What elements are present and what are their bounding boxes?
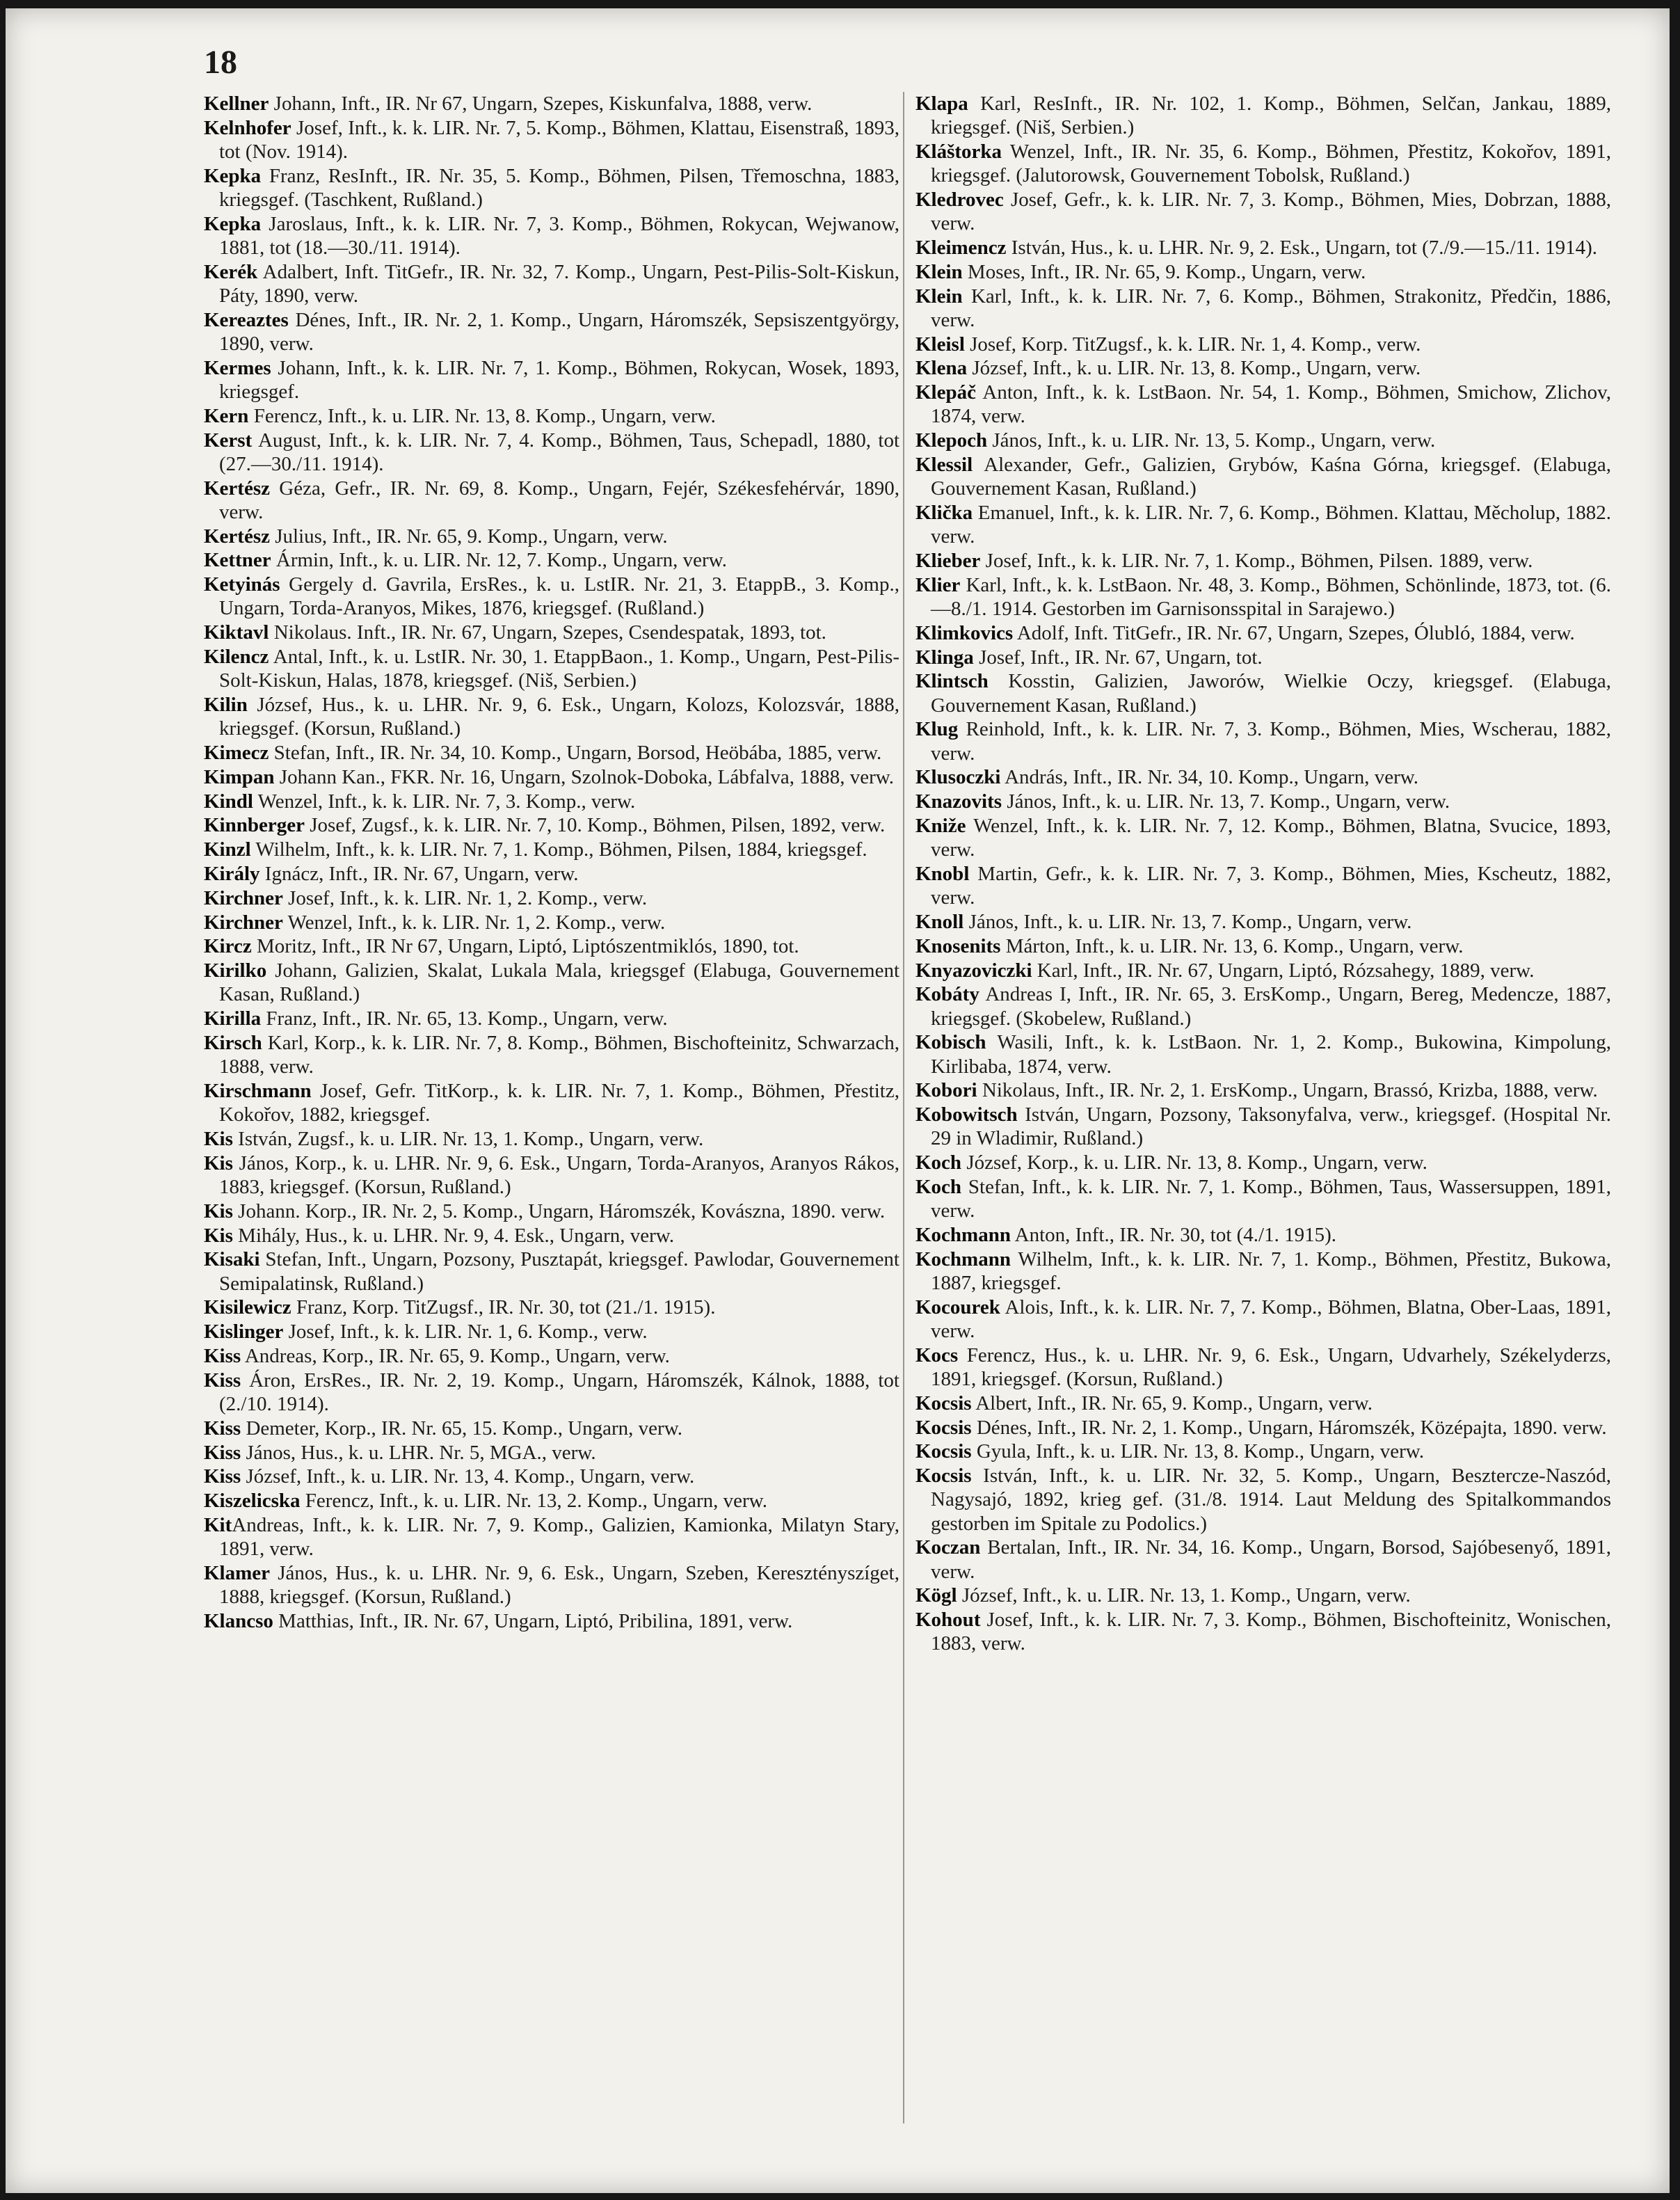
entry-details: Karl, Inft., k. k. LIR. Nr. 7, 6. Komp., Böhmen, Strakonitz, Předčin, 1886, verw.	[931, 285, 1611, 331]
entry-surname: Kiss	[204, 1417, 241, 1440]
entry-details: József, Inft., k. u. LIR. Nr. 13, 1. Komp., Ungarn, verw.	[957, 1584, 1411, 1607]
entry-details: Alois, Inft., k. k. LIR. Nr. 7, 7. Komp., Böhmen, Blatna, Ober-Laas, 1891, verw.	[931, 1296, 1611, 1342]
entry-surname: Kögl	[915, 1584, 957, 1607]
register-entry	[204, 790, 899, 813]
entry-surname: Klintsch	[915, 670, 989, 693]
register-entry	[204, 429, 899, 476]
register-entry	[204, 886, 899, 910]
entry-surname: Klepoch	[915, 429, 988, 452]
entry-surname: Kit	[204, 1513, 232, 1536]
scanned-page	[6, 8, 1670, 2193]
entry-details: József, Korp., k. u. LIR. Nr. 13, 8. Komp., Ungarn, verw.	[961, 1151, 1427, 1174]
entry-details: Ignácz, Inft., IR. Nr. 67, Ungarn, verw.	[259, 862, 579, 885]
register-entry	[204, 934, 899, 958]
entry-details: Josef, Inft., k. k. LIR. Nr. 7, 5. Komp., Böhmen, Klattau, Eisenstraß, 1893, tot (Nov. 1914).	[219, 116, 899, 163]
register-entry	[915, 621, 1611, 645]
entry-surname: Knyazoviczki	[915, 959, 1032, 982]
entry-details: Anton, Inft., IR. Nr. 30, tot (4./1. 1915).	[1010, 1223, 1336, 1246]
register-entry	[915, 1175, 1611, 1222]
entry-surname: Kirschmann	[204, 1079, 312, 1102]
register-entry	[204, 404, 899, 428]
register-entry	[915, 573, 1611, 621]
register-entry	[915, 549, 1611, 573]
register-entry	[204, 1248, 899, 1295]
entry-surname: Kertész	[204, 477, 270, 500]
entry-surname: Kisaki	[204, 1248, 260, 1271]
entry-surname: Kertész	[204, 525, 270, 548]
entry-details: Demeter, Korp., IR. Nr. 65, 15. Komp., Ungarn, verw.	[241, 1417, 683, 1440]
entry-details: Mihály, Hus., k. u. LHR. Nr. 9, 4. Esk., Ungarn, verw.	[232, 1224, 675, 1247]
register-entry	[915, 1030, 1611, 1078]
entry-details: Wilhelm, Inft., k. k. LIR. Nr. 7, 1. Komp., Böhmen, Přestitz, Bukowa, 1887, kriegsgef.	[931, 1248, 1611, 1294]
register-entry	[204, 1031, 899, 1078]
entry-details: Jaroslaus, Inft., k. k. LIR. Nr. 7, 3. Komp., Böhmen, Rokycan, Wejwanow, 1881, tot (18.—30./11. 1914).	[219, 212, 899, 259]
register-entry	[204, 911, 899, 934]
entry-surname: Klancso	[204, 1609, 273, 1632]
entry-surname: Kleisl	[915, 333, 965, 356]
right-column	[915, 92, 1611, 1656]
entry-details: János, Inft., k. u. LIR. Nr. 13, 5. Komp., Ungarn, verw.	[987, 429, 1436, 452]
register-entry	[915, 790, 1611, 813]
register-entry	[915, 1078, 1611, 1102]
entry-details: Josef, Gefr. TitKorp., k. k. LIR. Nr. 7, 1. Komp., Böhmen, Přestitz, Kokořov, 1882, kriegsgef.	[219, 1079, 899, 1126]
register-entry	[915, 814, 1611, 861]
register-entry	[915, 356, 1611, 380]
entry-surname: Klena	[915, 357, 968, 380]
entry-details: István, Inft., k. u. LIR. Nr. 32, 5. Komp., Ungarn, Beszterczе-Naszód, Nagysajó, 1892, krieg gef. (31./8. 1914. Laut Meldung des Spitalkommandos gestorben im Spitale zu Podolics.)	[931, 1465, 1611, 1535]
entry-details: Wenzel, Inft., IR. Nr. 35, 6. Komp., Böhmen, Přestitz, Kokořov, 1891, kriegsgef. (Jalutorowsk, Gouvernement Tobolsk, Rußland.)	[931, 141, 1611, 187]
register-entry	[204, 1224, 899, 1248]
register-entry	[204, 621, 899, 644]
entry-details: Adolf, Inft. TitGefr., IR. Nr. 67, Ungarn, Szepes, Ólubló, 1884, verw.	[1013, 621, 1575, 644]
entry-surname: Kirilla	[204, 1007, 262, 1030]
entry-surname: Klusoczki	[915, 766, 1001, 789]
entry-surname: Kis	[204, 1151, 233, 1174]
entry-surname: Kermes	[204, 356, 271, 379]
register-entry	[204, 1609, 899, 1633]
entry-surname: Klein	[915, 260, 963, 283]
entry-surname: Kimpan	[204, 765, 275, 788]
entry-details: Kosstin, Galizien, Jaworów, Wielkie Oczy, kriegsgef. (Elabuga, Gouvernement Kasan, Rußland.)	[931, 670, 1611, 717]
entry-surname: Király	[204, 862, 260, 885]
entry-details: Wasili, Inft., k. k. LstBaon. Nr. 1, 2. Komp., Bukowina, Kimpolung, Kirlibaba, 1874, verw.	[931, 1031, 1611, 1078]
entry-surname: Kis	[204, 1224, 233, 1247]
register-entry	[204, 212, 899, 260]
entry-details: Karl, Inft., k. k. LstBaon. Nr. 48, 3. Komp., Böhmen, Schönlinde, 1873, tot. (6.—8./1. 1914. Gestorben im Garnisonsspital in Sarajewo.)	[931, 573, 1611, 620]
entry-details: János, Inft., k. u. LIR. Nr. 13, 7. Komp., Ungarn, verw.	[963, 910, 1412, 933]
entry-surname: Klamer	[204, 1561, 271, 1584]
register-entry	[204, 1007, 899, 1030]
register-entry	[204, 1079, 899, 1126]
entry-surname: Kocsis	[915, 1416, 972, 1439]
entry-surname: Kohout	[915, 1609, 981, 1632]
entry-surname: Klieber	[915, 549, 981, 572]
entry-surname: Knosenits	[915, 934, 1001, 957]
entry-surname: Kobisch	[915, 1031, 986, 1054]
entry-details: Matthias, Inft., IR. Nr. 67, Ungarn, Liptó, Pribilina, 1891, verw.	[273, 1609, 793, 1632]
register-entry	[204, 1320, 899, 1344]
entry-surname: Kelnhofer	[204, 116, 291, 139]
entry-surname: Koch	[915, 1175, 962, 1198]
register-entry	[915, 429, 1611, 452]
entry-details: András, Inft., IR. Nr. 34, 10. Komp., Ungarn, verw.	[1000, 766, 1419, 789]
register-entry	[915, 982, 1611, 1030]
register-entry	[204, 525, 899, 548]
register-entry	[915, 1151, 1611, 1174]
entry-details: Ferencz, Inft., k. u. LIR. Nr. 13, 2. Komp., Ungarn, verw.	[300, 1490, 767, 1513]
entry-details: Moritz, Inft., IR Nr 67, Ungarn, Liptó, Liptószentmiklós, 1890, tot.	[251, 935, 799, 958]
register-entry	[915, 260, 1611, 284]
entry-surname: Kellner	[204, 93, 269, 115]
entry-surname: Kochmann	[915, 1223, 1011, 1246]
entry-surname: Kislinger	[204, 1321, 284, 1344]
register-entry	[915, 1223, 1611, 1247]
entry-surname: Kobowitsch	[915, 1103, 1018, 1126]
register-entry	[915, 381, 1611, 428]
entry-surname: Kirilko	[204, 959, 267, 982]
entry-details: Johann, Inft., k. k. LIR. Nr. 7, 1. Komp., Böhmen, Rokycan, Wosek, 1893, kriegsgef.	[219, 356, 899, 403]
entry-surname: Kiss	[204, 1369, 241, 1392]
entry-surname: Knoll	[915, 910, 964, 933]
register-entry	[915, 1440, 1611, 1463]
entry-surname: Klepáč	[915, 381, 976, 404]
entry-surname: Knobl	[915, 862, 970, 885]
entry-details: Franz, Korp. TitZugsf., IR. Nr. 30, tot (21./1. 1915).	[291, 1296, 716, 1319]
entry-surname: Kleimencz	[915, 237, 1007, 259]
entry-surname: Kinzl	[204, 838, 251, 861]
entry-surname: Kinnberger	[204, 814, 305, 837]
entry-details: Ferencz, Inft., k. u. LIR. Nr. 13, 8. Komp., Ungarn, verw.	[248, 404, 716, 427]
entry-details: Wilhelm, Inft., k. k. LIR. Nr. 7, 1. Komp., Böhmen, Pilsen, 1884, kriegsgef.	[250, 838, 867, 861]
register-entry	[204, 1199, 899, 1223]
entry-surname: Kerék	[204, 260, 258, 283]
entry-surname: Ketyinás	[204, 573, 280, 596]
entry-surname: Kilencz	[204, 645, 269, 668]
entry-details: Stefan, Inft., IR. Nr. 34, 10. Komp., Ungarn, Borsod, Heöbába, 1885, verw.	[269, 741, 882, 764]
register-entry	[204, 813, 899, 837]
register-entry	[915, 646, 1611, 669]
register-entry	[915, 188, 1611, 235]
entry-details: Martin, Gefr., k. k. LIR. Nr. 7, 3. Komp., Böhmen, Mies, Kscheutz, 1882, verw.	[931, 862, 1611, 909]
register-entry	[204, 1369, 899, 1416]
entry-surname: Kobori	[915, 1079, 977, 1102]
entry-details: Anton, Inft., k. k. LstBaon. Nr. 54, 1. Komp., Böhmen, Smichow, Zlichov, 1874, verw.	[931, 381, 1611, 428]
register-entry	[204, 164, 899, 212]
register-entry	[915, 1416, 1611, 1440]
register-entry	[915, 1392, 1611, 1415]
entry-surname: Kocsis	[915, 1392, 972, 1414]
entry-details: Johann, Inft., IR. Nr 67, Ungarn, Szepes, Kiskunfalva, 1888, verw.	[269, 93, 813, 115]
register-entry	[915, 1536, 1611, 1583]
entry-surname: Kindl	[204, 790, 253, 813]
entry-details: János, Hus., k. u. LHR. Nr. 9, 6. Esk., Ungarn, Szeben, Keresztényszíget, 1888, kriegsgef. (Korsun, Rußland.)	[219, 1561, 899, 1609]
entry-details: Franz, Inft., IR. Nr. 65, 13. Komp., Ungarn, verw.	[261, 1007, 668, 1030]
entry-details: Ármin, Inft., k. u. LIR. Nr. 12, 7. Komp., Ungarn, verw.	[271, 549, 727, 572]
entry-details: Josef, Inft., IR. Nr. 67, Ungarn, tot.	[973, 646, 1263, 669]
entry-surname: Kiszelicska	[204, 1490, 301, 1513]
entry-details: István, Zugsf., k. u. LIR. Nr. 13, 1. Komp., Ungarn, verw.	[232, 1127, 704, 1150]
entry-surname: Kirsch	[204, 1031, 262, 1054]
column-divider	[903, 92, 904, 2123]
page-number: 18	[204, 44, 237, 81]
entry-surname: Kepka	[204, 212, 262, 235]
entry-details: August, Inft., k. k. LIR. Nr. 7, 4. Komp., Böhmen, Taus, Schepadl, 1880, tot (27.—30./11. 1914).	[219, 429, 899, 475]
entry-details: Emanuel, Inft., k. k. LIR. Nr. 7, 6. Komp., Böhmen. Klattau, Měcholup, 1882. verw.	[931, 501, 1611, 548]
entry-details: János, Korp., k. u. LHR. Nr. 9, 6. Esk., Ungarn, Torda-Aranyos, Aranyos Rákos, 1883, kriegsgef. (Korsun, Rußland.)	[219, 1151, 899, 1198]
entry-details: Antal, Inft., k. u. LstIR. Nr. 30, 1. EtappBaon., 1. Komp., Ungarn, Pest-Pilis-Solt-Kiskun, Halas, 1878, kriegsgef. (Niš, Serbien.)	[219, 645, 899, 692]
register-entry	[204, 548, 899, 572]
register-entry	[204, 1296, 899, 1319]
entry-details: István, Hus., k. u. LHR. Nr. 9, 2. Esk., Ungarn, tot (7./9.—15./11. 1914).	[1006, 237, 1597, 259]
entry-details: Wenzel, Inft., k. k. LIR. Nr. 7, 3. Komp., verw.	[253, 790, 636, 813]
register-entry	[204, 1489, 899, 1513]
entry-details: József, Inft., k. u. LIR. Nr. 13, 4. Komp., Ungarn, verw.	[241, 1465, 695, 1488]
entry-surname: Kláštorka	[915, 141, 1002, 163]
entry-details: Johann Kan., FKR. Nr. 16, Ungarn, Szolnok-Doboka, Lábfalva, 1888, verw.	[274, 765, 895, 788]
entry-surname: Kircz	[204, 935, 252, 958]
register-entry	[204, 959, 899, 1006]
entry-surname: Kocourek	[915, 1296, 1000, 1318]
register-entry	[915, 453, 1611, 500]
entry-details: Wenzel, Inft., k. k. LIR. Nr. 7, 12. Komp., Böhmen, Blatna, Svucice, 1893, verw.	[931, 814, 1611, 861]
entry-surname: Klimkovics	[915, 621, 1014, 644]
entry-surname: Koch	[915, 1151, 962, 1174]
entry-details: Andreas, Inft., k. k. LIR. Nr. 7, 9. Komp., Galizien, Kamionka, Milatyn Stary, 1891, verw.	[219, 1513, 899, 1561]
entry-surname: Kirchner	[204, 886, 283, 909]
entry-surname: Kochmann	[915, 1248, 1011, 1270]
register-entry	[915, 1296, 1611, 1343]
entry-surname: Klein	[915, 285, 963, 308]
register-entry	[915, 333, 1611, 356]
entry-details: Nikolaus, Inft., IR. Nr. 2, 1. ErsKomp., Ungarn, Brassó, Krizba, 1888, verw.	[977, 1079, 1598, 1102]
entry-surname: Kirchner	[204, 911, 283, 934]
register-entry	[204, 116, 899, 164]
entry-surname: Kimecz	[204, 741, 269, 764]
entry-surname: Kiss	[204, 1465, 241, 1488]
register-entry	[204, 356, 899, 404]
register-entry	[204, 838, 899, 861]
entry-details: Gyula, Inft., k. u. LIR. Nr. 13, 8. Komp., Ungarn, verw.	[971, 1440, 1425, 1463]
register-entry	[204, 1513, 899, 1561]
entry-surname: Kereaztes	[204, 308, 289, 331]
entry-details: Ferencz, Hus., k. u. LHR. Nr. 9, 6. Esk., Ungarn, Udvarhely, Székelyderzs, 1891, kriegsgef. (Korsun, Rußland.)	[931, 1344, 1611, 1390]
entry-details: Josef, Gefr., k. k. LIR. Nr. 7, 3. Komp., Böhmen, Mies, Dobrzan, 1888, verw.	[931, 189, 1611, 235]
register-entry	[204, 477, 899, 524]
entry-surname: Kisilewicz	[204, 1296, 291, 1319]
entry-details: Josef, Inft., k. k. LIR. Nr. 1, 6. Komp., verw.	[283, 1321, 648, 1344]
entry-surname: Kniže	[915, 814, 966, 837]
entry-details: Franz, ResInft., IR. Nr. 35, 5. Komp., Böhmen, Pilsen, Třemoschna, 1883, kriegsgef. (Taschkent, Rußland.)	[219, 164, 899, 211]
entry-details: Márton, Inft., k. u. LIR. Nr. 13, 6. Komp., Ungarn, verw.	[1000, 934, 1464, 957]
entry-surname: Klinga	[915, 646, 974, 669]
entry-details: Stefan, Inft., k. k. LIR. Nr. 7, 1. Komp., Böhmen, Taus, Wassersuppen, 1891, verw.	[931, 1175, 1611, 1222]
entry-details: Wenzel, Inft., k. k. LIR. Nr. 1, 2. Komp., verw.	[282, 911, 666, 934]
entry-surname: Klessil	[915, 453, 973, 476]
register-entry	[204, 862, 899, 886]
entry-surname: Klier	[915, 573, 961, 596]
entry-details: Karl, ResInft., IR. Nr. 102, 1. Komp., Böhmen, Selčan, Jankau, 1889, kriegsgef. (Niš, Serbien.)	[931, 93, 1611, 139]
entry-surname: Kis	[204, 1199, 233, 1222]
register-entry	[204, 1151, 899, 1199]
entry-surname: Kerst	[204, 429, 253, 452]
entry-details: János, Hus., k. u. LHR. Nr. 5, MGA., verw.	[241, 1441, 596, 1464]
entry-surname: Klička	[915, 501, 973, 524]
entry-surname: Kern	[204, 404, 249, 427]
entry-surname: Kettner	[204, 549, 271, 572]
entry-details: Bertalan, Inft., IR. Nr. 34, 16. Komp., Ungarn, Borsod, Sajóbesenyő, 1891, verw.	[931, 1536, 1611, 1583]
entry-surname: Koczan	[915, 1536, 981, 1559]
entry-details: Dénes, Inft., IR. Nr. 2, 1. Komp., Ungarn, Háromszék, Középajta, 1890. verw.	[971, 1416, 1607, 1439]
entry-surname: Kepka	[204, 164, 262, 187]
entry-details: Josef, Inft., k. k. LIR. Nr. 1, 2. Komp., verw.	[282, 886, 648, 909]
register-entry	[204, 92, 899, 115]
register-entry	[915, 765, 1611, 789]
register-entry	[204, 1465, 899, 1488]
register-entry	[915, 669, 1611, 717]
register-entry	[915, 140, 1611, 187]
entry-details: József, Hus., k. u. LHR. Nr. 9, 6. Esk., Ungarn, Kolozs, Kolozsvár, 1888, kriegsgef. (Korsun, Rußland.)	[219, 693, 899, 740]
entry-details: Karl, Korp., k. k. LIR. Nr. 7, 8. Komp., Böhmen, Bischofteinitz, Schwarzach, 1888, verw.	[219, 1031, 899, 1078]
register-entry	[204, 645, 899, 692]
entry-surname: Kiktavl	[204, 621, 269, 644]
entry-details: Alexander, Gefr., Galizien, Grybów, Kaśna Górna, kriegsgef. (Elabuga, Gouvernement Kasan, Rußland.)	[931, 453, 1611, 500]
register-entry	[915, 1464, 1611, 1536]
register-entry	[915, 910, 1611, 934]
entry-details: Andreas I, Inft., IR. Nr. 65, 3. ErsKomp., Ungarn, Bereg, Medencze, 1887, kriegsgef. (Skobelew, Rußland.)	[931, 983, 1611, 1030]
entry-details: Gergely d. Gavrila, ErsRes., k. u. LstIR. Nr. 21, 3. EtappB., 3. Komp., Ungarn, Torda-Aranyos, Mikes, 1876, kriegsgef. (Rußland.)	[219, 573, 899, 620]
entry-surname: Kocs	[915, 1344, 959, 1366]
register-entry	[915, 236, 1611, 260]
entry-details: Johann. Korp., IR. Nr. 2, 5. Komp., Ungarn, Háromszék, Kovászna, 1890. verw.	[232, 1199, 886, 1222]
entry-details: Albert, Inft., IR. Nr. 65, 9. Komp., Ungarn, verw.	[971, 1392, 1373, 1414]
entry-surname: Knazovits	[915, 790, 1002, 813]
register-entry	[915, 501, 1611, 548]
register-entry	[915, 1103, 1611, 1150]
register-entry	[204, 573, 899, 620]
entry-details: István, Ungarn, Pozsony, Taksonyfalva, verw., kriegsgef. (Hospital Nr. 29 in Wladimir, Rußland.)	[931, 1103, 1611, 1150]
register-entry	[915, 862, 1611, 909]
entry-details: Johann, Galizien, Skalat, Lukala Mala, kriegsgef (Elabuga, Gouvernement Kasan, Rußland.)	[219, 959, 899, 1006]
entry-details: János, Inft., k. u. LIR. Nr. 13, 7. Komp., Ungarn, verw.	[1002, 790, 1450, 813]
register-entry	[915, 285, 1611, 332]
entry-surname: Kilin	[204, 693, 248, 716]
entry-details: Dénes, Inft., IR. Nr. 2, 1. Komp., Ungarn, Háromszék, Sepsiszentgyörgy, 1890, verw.	[219, 308, 899, 355]
entry-surname: Kis	[204, 1127, 233, 1150]
entry-surname: Kledrovec	[915, 189, 1004, 211]
register-entry	[204, 1417, 899, 1440]
register-entry	[915, 717, 1611, 765]
entry-details: Andreas, Korp., IR. Nr. 65, 9. Komp., Ungarn, verw.	[241, 1344, 670, 1367]
register-entry	[915, 92, 1611, 139]
entry-details: Josef, Inft., k. k. LIR. Nr. 7, 1. Komp., Böhmen, Pilsen. 1889, verw.	[980, 549, 1533, 572]
register-entry	[204, 308, 899, 356]
entry-details: Stefan, Inft., Ungarn, Pozsony, Pusztapát, kriegsgef. Pawlodar, Gouvernement Semipalatinsk, Rußland.)	[219, 1248, 899, 1295]
entry-details: Áron, ErsRes., IR. Nr. 2, 19. Komp., Ungarn, Háromszék, Kálnok, 1888, tot (2./10. 1914).	[219, 1369, 899, 1415]
entry-surname: Kiss	[204, 1441, 241, 1464]
register-entry	[204, 1127, 899, 1151]
entry-details: Reinhold, Inft., k. k. LIR. Nr. 7, 3. Komp., Böhmen, Mies, Wscherau, 1882, verw.	[931, 718, 1611, 765]
register-entry	[204, 741, 899, 765]
entry-details: Julius, Inft., IR. Nr. 65, 9. Komp., Ungarn, verw.	[270, 525, 668, 548]
register-entry	[915, 1248, 1611, 1295]
entry-details: Adalbert, Inft. TitGefr., IR. Nr. 32, 7. Komp., Ungarn, Pest-Pilis-Solt-Kiskun, Páty, 1890, verw.	[219, 260, 899, 307]
entry-details: Josef, Korp. TitZugsf., k. k. LIR. Nr. 1, 4. Komp., verw.	[964, 333, 1421, 356]
register-entry	[204, 260, 899, 308]
register-entry	[204, 1561, 899, 1609]
register-entry	[915, 934, 1611, 958]
entry-details: József, Inft., k. u. LIR. Nr. 13, 8. Komp., Ungarn, verw.	[967, 357, 1421, 380]
entry-surname: Kobáty	[915, 983, 979, 1006]
entry-details: Karl, Inft., IR. Nr. 67, Ungarn, Liptó, Rózsahegy, 1889, verw.	[1032, 959, 1535, 982]
register-entry	[915, 1344, 1611, 1391]
register-entry	[915, 959, 1611, 982]
register-entry	[204, 1441, 899, 1465]
register-entry	[915, 1608, 1611, 1655]
left-column	[204, 92, 899, 1634]
entry-surname: Kocsis	[915, 1440, 972, 1463]
entry-surname: Klapa	[915, 93, 968, 115]
register-entry	[915, 1584, 1611, 1607]
entry-surname: Kiss	[204, 1344, 241, 1367]
entry-surname: Kocsis	[915, 1465, 972, 1488]
entry-details: Josef, Zugsf., k. k. LIR. Nr. 7, 10. Komp., Böhmen, Pilsen, 1892, verw.	[305, 814, 886, 837]
register-entry	[204, 693, 899, 740]
entry-details: Géza, Gefr., IR. Nr. 69, 8. Komp., Ungarn, Fejér, Székesfehérvár, 1890, verw.	[219, 477, 899, 523]
entry-surname: Klug	[915, 718, 959, 741]
register-entry	[204, 765, 899, 789]
register-entry	[204, 1344, 899, 1368]
entry-details: Josef, Inft., k. k. LIR. Nr. 7, 3. Komp., Böhmen, Bischofteinitz, Wonischen, 1883, verw.	[931, 1609, 1611, 1655]
entry-details: Moses, Inft., IR. Nr. 65, 9. Komp., Ungarn, verw.	[962, 260, 1366, 283]
entry-details: Nikolaus. Inft., IR. Nr. 67, Ungarn, Szepes, Csendespatak, 1893, tot.	[269, 621, 826, 644]
